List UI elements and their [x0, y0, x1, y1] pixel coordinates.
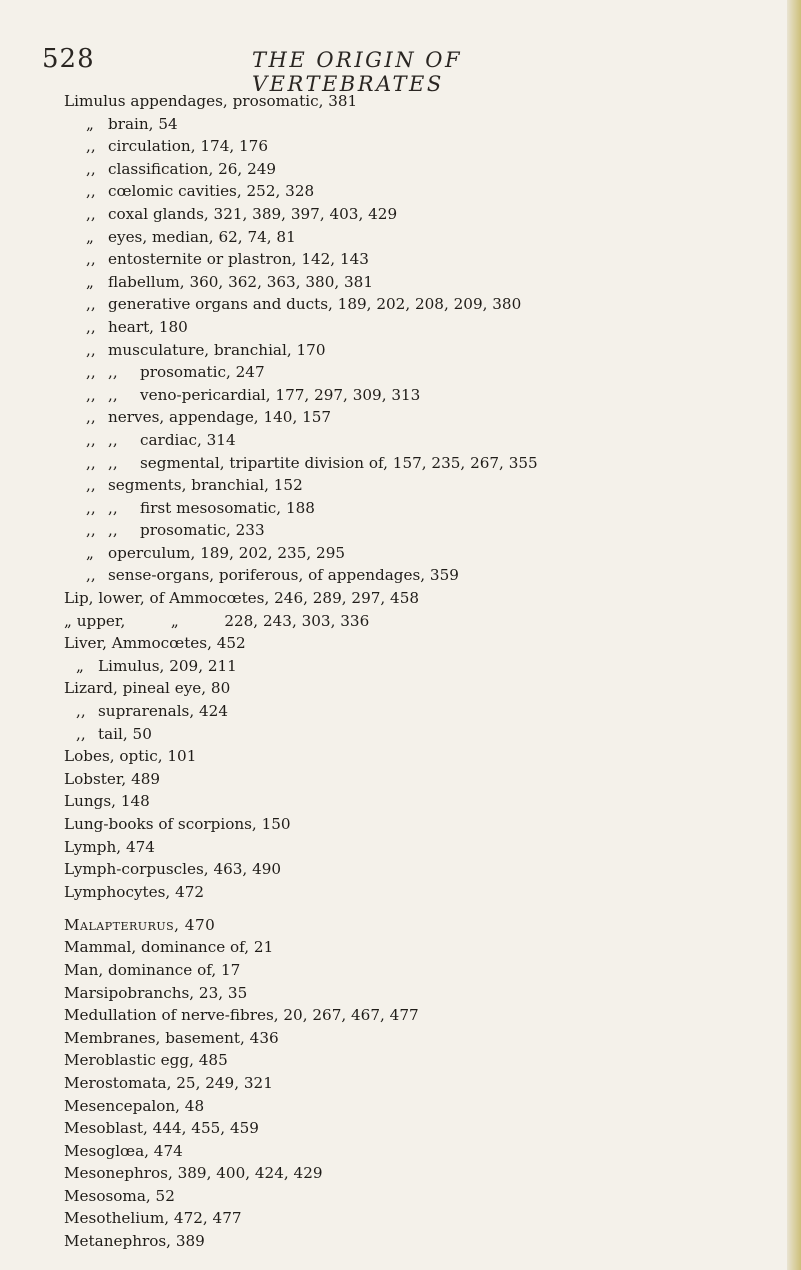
ditto-mark: ,, — [86, 137, 96, 156]
index-entry — [64, 271, 784, 294]
page-edge — [787, 0, 801, 1270]
entry-text: Limulus appendages, prosomatic, 381 — [64, 92, 358, 110]
entry-text: Mesothelium, 472, 477 — [64, 1209, 242, 1228]
entry-text: first mesosomatic, 188 — [140, 498, 315, 517]
entry-text: Lip, lower, of Ammocœtes, 246, 289, 297, 458 — [64, 589, 420, 608]
index-entry — [64, 384, 784, 407]
entry-text: Mesoblast, 444, 455, 459 — [64, 1119, 259, 1138]
entry-text: classification, 26, 249 — [108, 159, 277, 178]
entry-text: brain, 54 — [108, 114, 178, 133]
entry-text: Lymphocytes, 472 — [64, 882, 205, 901]
index-entry — [64, 180, 784, 203]
index-entry — [64, 158, 784, 181]
ditto-mark: ,, — [86, 408, 96, 427]
entry-text: Lungs, 148 — [64, 792, 150, 811]
ditto-mark: ,, — [86, 295, 96, 314]
entry-text: Lizard, pineal eye, 80 — [64, 679, 231, 698]
index-entry — [64, 700, 784, 723]
entry-text: entosternite or plastron, 142, 143 — [108, 250, 369, 269]
ditto-mark: ,, — [108, 430, 118, 449]
index-entry — [64, 610, 784, 633]
index-entry — [64, 542, 784, 565]
ditto-mark: ,, — [108, 521, 118, 540]
index-entry — [64, 936, 784, 959]
entry-text: Metanephros, 389 — [64, 1232, 205, 1251]
index-entry — [64, 914, 784, 937]
index-entry — [64, 1049, 784, 1072]
index-entry — [64, 452, 784, 475]
index-entry — [64, 361, 784, 384]
entry-text: musculature, branchial, 170 — [108, 340, 326, 359]
entry-text: suprarenals, 424 — [98, 702, 228, 721]
index-entry — [64, 1207, 784, 1230]
index-entry — [64, 723, 784, 746]
entry-text: Mesencepalon, 48 — [64, 1096, 205, 1115]
index-entry — [64, 1095, 784, 1118]
ditto-mark: ,, — [86, 340, 96, 359]
entry-text: heart, 180 — [108, 317, 188, 336]
index-entry — [64, 316, 784, 339]
ditto-mark: ,, — [86, 250, 96, 269]
index-entry — [64, 587, 784, 610]
index-entry — [64, 790, 784, 813]
ditto-mark: „ — [86, 114, 94, 133]
index-entry — [64, 1185, 784, 1208]
ditto-mark: ,, — [86, 385, 96, 404]
entry-text: prosomatic, 247 — [140, 363, 265, 382]
index-entry — [64, 836, 784, 859]
index-entry — [64, 519, 784, 542]
index-entry — [64, 226, 784, 249]
index-entry — [64, 959, 784, 982]
entry-text: Lobster, 489 — [64, 769, 161, 788]
entry-text: Meroblastic egg, 485 — [64, 1051, 228, 1070]
index-entry — [64, 293, 784, 316]
entry-text: Liver, Ammocœtes, 452 — [64, 634, 246, 653]
ditto-mark: ,, — [108, 498, 118, 517]
ditto-mark: „ — [86, 227, 94, 246]
entry-text: Man, dominance of, 17 — [64, 960, 241, 979]
entry-text: Mesonephros, 389, 400, 424, 429 — [64, 1164, 323, 1183]
entry-text: nerves, appendage, 140, 157 — [108, 408, 332, 427]
ditto-mark: „ — [86, 543, 94, 562]
index-entry — [64, 1140, 784, 1163]
index-entry — [64, 1072, 784, 1095]
ditto-mark: ,, — [86, 204, 96, 223]
ditto-mark: ,, — [86, 317, 96, 336]
index-entry — [64, 655, 784, 678]
ditto-mark: ,, — [76, 702, 86, 721]
index-entry — [64, 113, 784, 136]
entry-text: Merostomata, 25, 249, 321 — [64, 1073, 273, 1092]
index-entry — [64, 474, 784, 497]
ditto-mark: ,, — [86, 566, 96, 585]
entry-text: Medullation of nerve-fibres, 20, 267, 467, 477 — [64, 1006, 419, 1025]
entry-text: operculum, 189, 202, 235, 295 — [108, 543, 346, 562]
ditto-mark: ,, — [86, 182, 96, 201]
index-entry — [64, 497, 784, 520]
entry-text: Lymph-corpuscles, 463, 490 — [64, 860, 282, 879]
index-entry — [64, 564, 784, 587]
entry-text: veno-pericardial, 177, 297, 309, 313 — [140, 385, 421, 404]
index-entry — [64, 1162, 784, 1185]
index-entry — [64, 248, 784, 271]
entry-text: circulation, 174, 176 — [108, 137, 268, 156]
index-entry — [64, 339, 784, 362]
index-entry — [64, 881, 784, 904]
ditto-mark: ,, — [86, 430, 96, 449]
index-entry — [64, 677, 784, 700]
index-entry — [64, 203, 784, 226]
index-entry — [64, 135, 784, 158]
entry-text: Lymph, 474 — [64, 837, 155, 856]
index-entry — [64, 858, 784, 881]
index-entry — [64, 745, 784, 768]
entry-text: eyes, median, 62, 74, 81 — [108, 227, 296, 246]
index-entry — [64, 632, 784, 655]
ditto-mark: ,, — [76, 724, 86, 743]
index-entry — [64, 90, 784, 113]
ditto-mark: ,, — [86, 453, 96, 472]
entry-text: generative organs and ducts, 189, 202, 208, 209, 380 — [108, 295, 522, 314]
page-number: 528 — [42, 44, 95, 74]
ditto-mark: ,, — [108, 363, 118, 382]
running-title: THE ORIGIN OF VERTEBRATES — [252, 48, 463, 96]
entry-text: tail, 50 — [98, 724, 152, 743]
entry-text: Membranes, basement, 436 — [64, 1028, 279, 1047]
index-entry — [64, 1230, 784, 1253]
entry-text: cœlomic cavities, 252, 328 — [108, 182, 315, 201]
ditto-mark: ,, — [108, 385, 118, 404]
index-entry — [64, 1027, 784, 1050]
ditto-mark: ,, — [86, 498, 96, 517]
entry-text: Mesoglœa, 474 — [64, 1141, 183, 1160]
index-entry — [64, 1117, 784, 1140]
entry-text: Lobes, optic, 101 — [64, 747, 197, 766]
ditto-mark: ,, — [86, 476, 96, 495]
entry-text: segmental, tripartite division of, 157, 235, 267, 355 — [140, 453, 538, 472]
entry-text: sense-organs, poriferous, of appendages, 359 — [108, 566, 459, 585]
entry-text: Marsipobranchs, 23, 35 — [64, 983, 248, 1002]
entry-text: segments, branchial, 152 — [108, 476, 303, 495]
index-entry — [64, 406, 784, 429]
page-header — [42, 44, 622, 96]
index-entry — [64, 982, 784, 1005]
entry-text: coxal glands, 321, 389, 397, 403, 429 — [108, 204, 398, 223]
ditto-mark: ,, — [86, 521, 96, 540]
entry-text: Mesosoma, 52 — [64, 1186, 175, 1205]
entry-text: Mammal, dominance of, 21 — [64, 938, 274, 957]
index-entry — [64, 1004, 784, 1027]
entry-text: Malapterurus, 470 — [64, 915, 216, 934]
entry-text: Limulus, 209, 211 — [98, 656, 237, 675]
ditto-mark: „ — [76, 656, 84, 675]
ditto-mark: ,, — [108, 453, 118, 472]
ditto-mark: ,, — [86, 159, 96, 178]
entry-text: „ upper, „ 228, 243, 303, 336 — [64, 611, 370, 630]
index-entry — [64, 768, 784, 791]
entry-text: prosomatic, 233 — [140, 521, 265, 540]
entry-text: cardiac, 314 — [140, 430, 236, 449]
entry-text: Lung-books of scorpions, 150 — [64, 815, 291, 833]
entry-text: flabellum, 360, 362, 363, 380, 381 — [108, 272, 374, 291]
index-entry — [64, 813, 784, 836]
ditto-mark: „ — [86, 272, 94, 291]
ditto-mark: ,, — [86, 363, 96, 382]
index-entries — [64, 90, 784, 1253]
index-entry — [64, 429, 784, 452]
